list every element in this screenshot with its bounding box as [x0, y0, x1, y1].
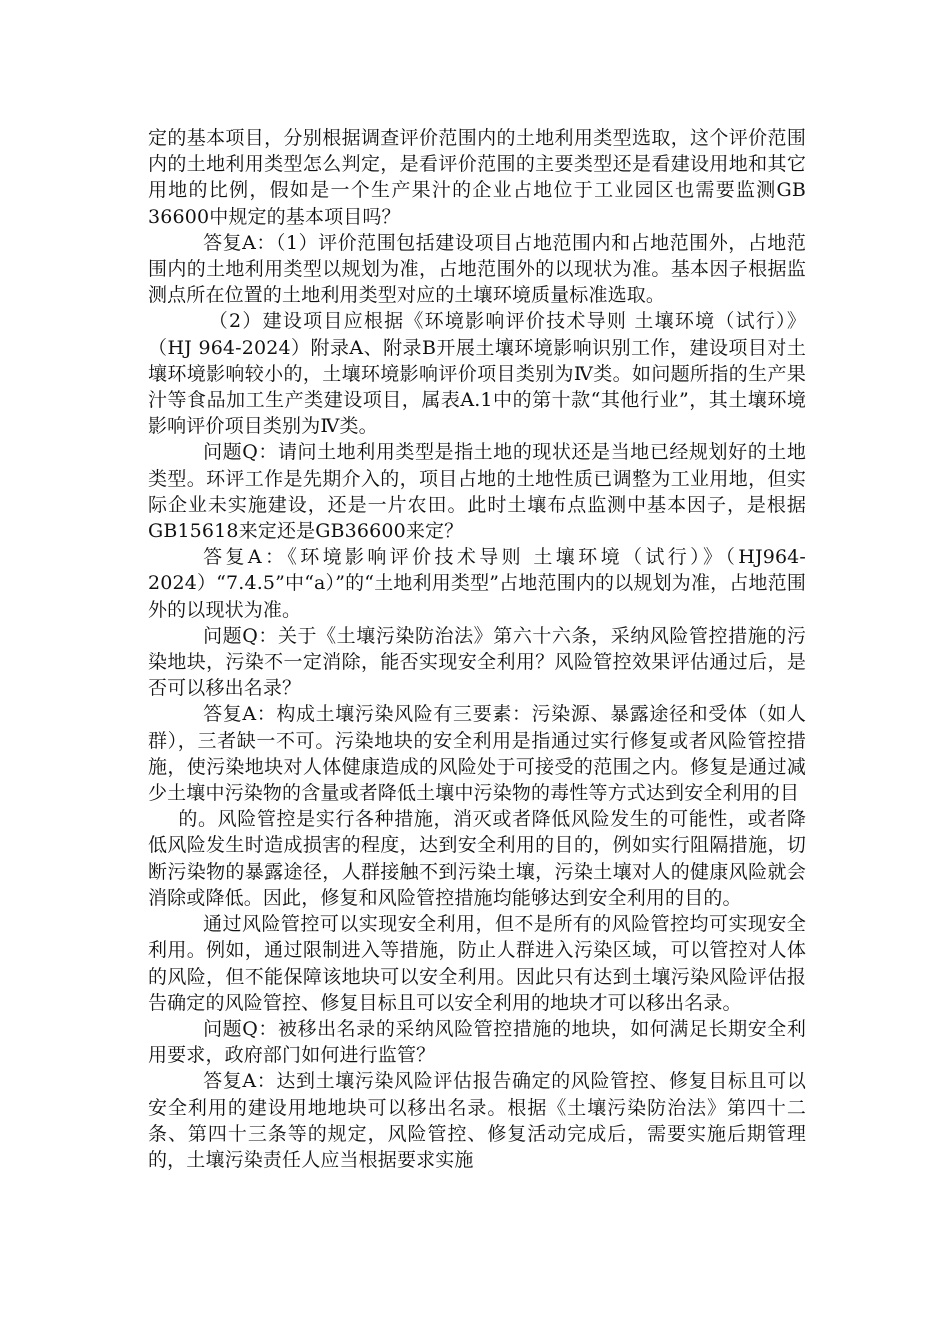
- paragraph-10: 问题Q：被移出名录的采纳风险管控措施的地块，如何满足长期安全利用要求，政府部门如何进行监管？: [148, 1017, 806, 1067]
- paragraph-8: 的。风险管控是实行各种措施，消灭或者降低风险发生的可能性，或者降低风险发生时造成损害的程度，达到安全利用的目的，例如实行阻隔措施，切断污染物的暴露途径，人群接触不到污染土壤，污染土壤对人的健康风险就会消除或降低。因此，修复和风险管控措施均能够达到安全利用的目的。: [148, 808, 806, 909]
- paragraph-11: 答复A：达到土壤污染风险评估报告确定的风险管控、修复目标且可以安全利用的建设用地地块可以移出名录。根据《土壤污染防治法》第四十二条、第四十三条等的规定，风险管控、修复活动完成后，需要实施后期管理的，土壤污染责任人应当根据要求实施: [148, 1070, 806, 1171]
- paragraph-6: 问题Q：关于《土壤污染防治法》第六十六条，采纳风险管控措施的污染地块，污染不一定消除，能否实现安全利用？风险管控效果评估通过后，是否可以移出名录？: [148, 624, 806, 700]
- document-page: [148, 125, 806, 1173]
- paragraph-5: 答复A：《环境影响评价技术导则 土壤环境（试行）》（HJ964-2024）“7.4.5”中“a）”的“土地利用类型”占地范围内的以规划为准，占地范围外的以现状为准。: [148, 546, 806, 621]
- paragraph-4: 问题Q：请问土地利用类型是指土地的现状还是当地已经规划好的土地类型。环评工作是先期介入的，项目占地的土地性质已调整为工业用地，但实际企业未实施建设，还是一片农田。此时土壤布点监测中基本因子，是根据GB15618来定还是GB36600来定？: [148, 441, 806, 543]
- paragraph-9: 通过风险管控可以实现安全利用，但不是所有的风险管控均可实现安全利用。例如，通过限制进入等措施，防止人群进入污染区域，可以管控对人体的风险，但不能保障该地块可以安全利用。因此只有达到土壤污染风险评估报告确定的风险管控、修复目标且可以安全利用的地块才可以移出名录。: [148, 913, 806, 1014]
- paragraph-7: 答复A：构成土壤污染风险有三要素：污染源、暴露途径和受体（如人群），三者缺一不可。污染地块的安全利用是指通过实行修复或者风险管控措施，使污染地块对人体健康造成的风险处于可接受的范围之内。修复是通过减少土壤中污染物的含量或者降低土壤中污染物的毒性等方式达到安全利用的目: [148, 703, 806, 805]
- paragraph-3: （2）建设项目应根据《环境影响评价技术导则 土壤环境（试行）》（HJ 964-2024）附录A、附录B开展土壤环境影响识别工作，建设项目对土壤环境影响较小的，土壤环境影响评价项目类别为Ⅳ类。如问题所指的生产果汁等食品加工生产类建设项目，属表A.1中的第十款“其他行业”，其土壤环境影响评价项目类别为Ⅳ类。: [148, 310, 806, 438]
- paragraph-2: 答复A：（1）评价范围包括建设项目占地范围内和占地范围外，占地范围内的土地利用类型以规划为准，占地范围外的以现状为准。基本因子根据监测点所在位置的土地利用类型对应的土壤环境质量标准选取。: [148, 231, 806, 307]
- paragraph-1: 定的基本项目，分别根据调查评价范围内的土地利用类型选取，这个评价范围内的土地利用类型怎么判定，是看评价范围的主要类型还是看建设用地和其它用地的比例，假如是一个生产果汁的企业占地位于工业园区也需要监测GB 36600中规定的基本项目吗？: [148, 127, 806, 228]
